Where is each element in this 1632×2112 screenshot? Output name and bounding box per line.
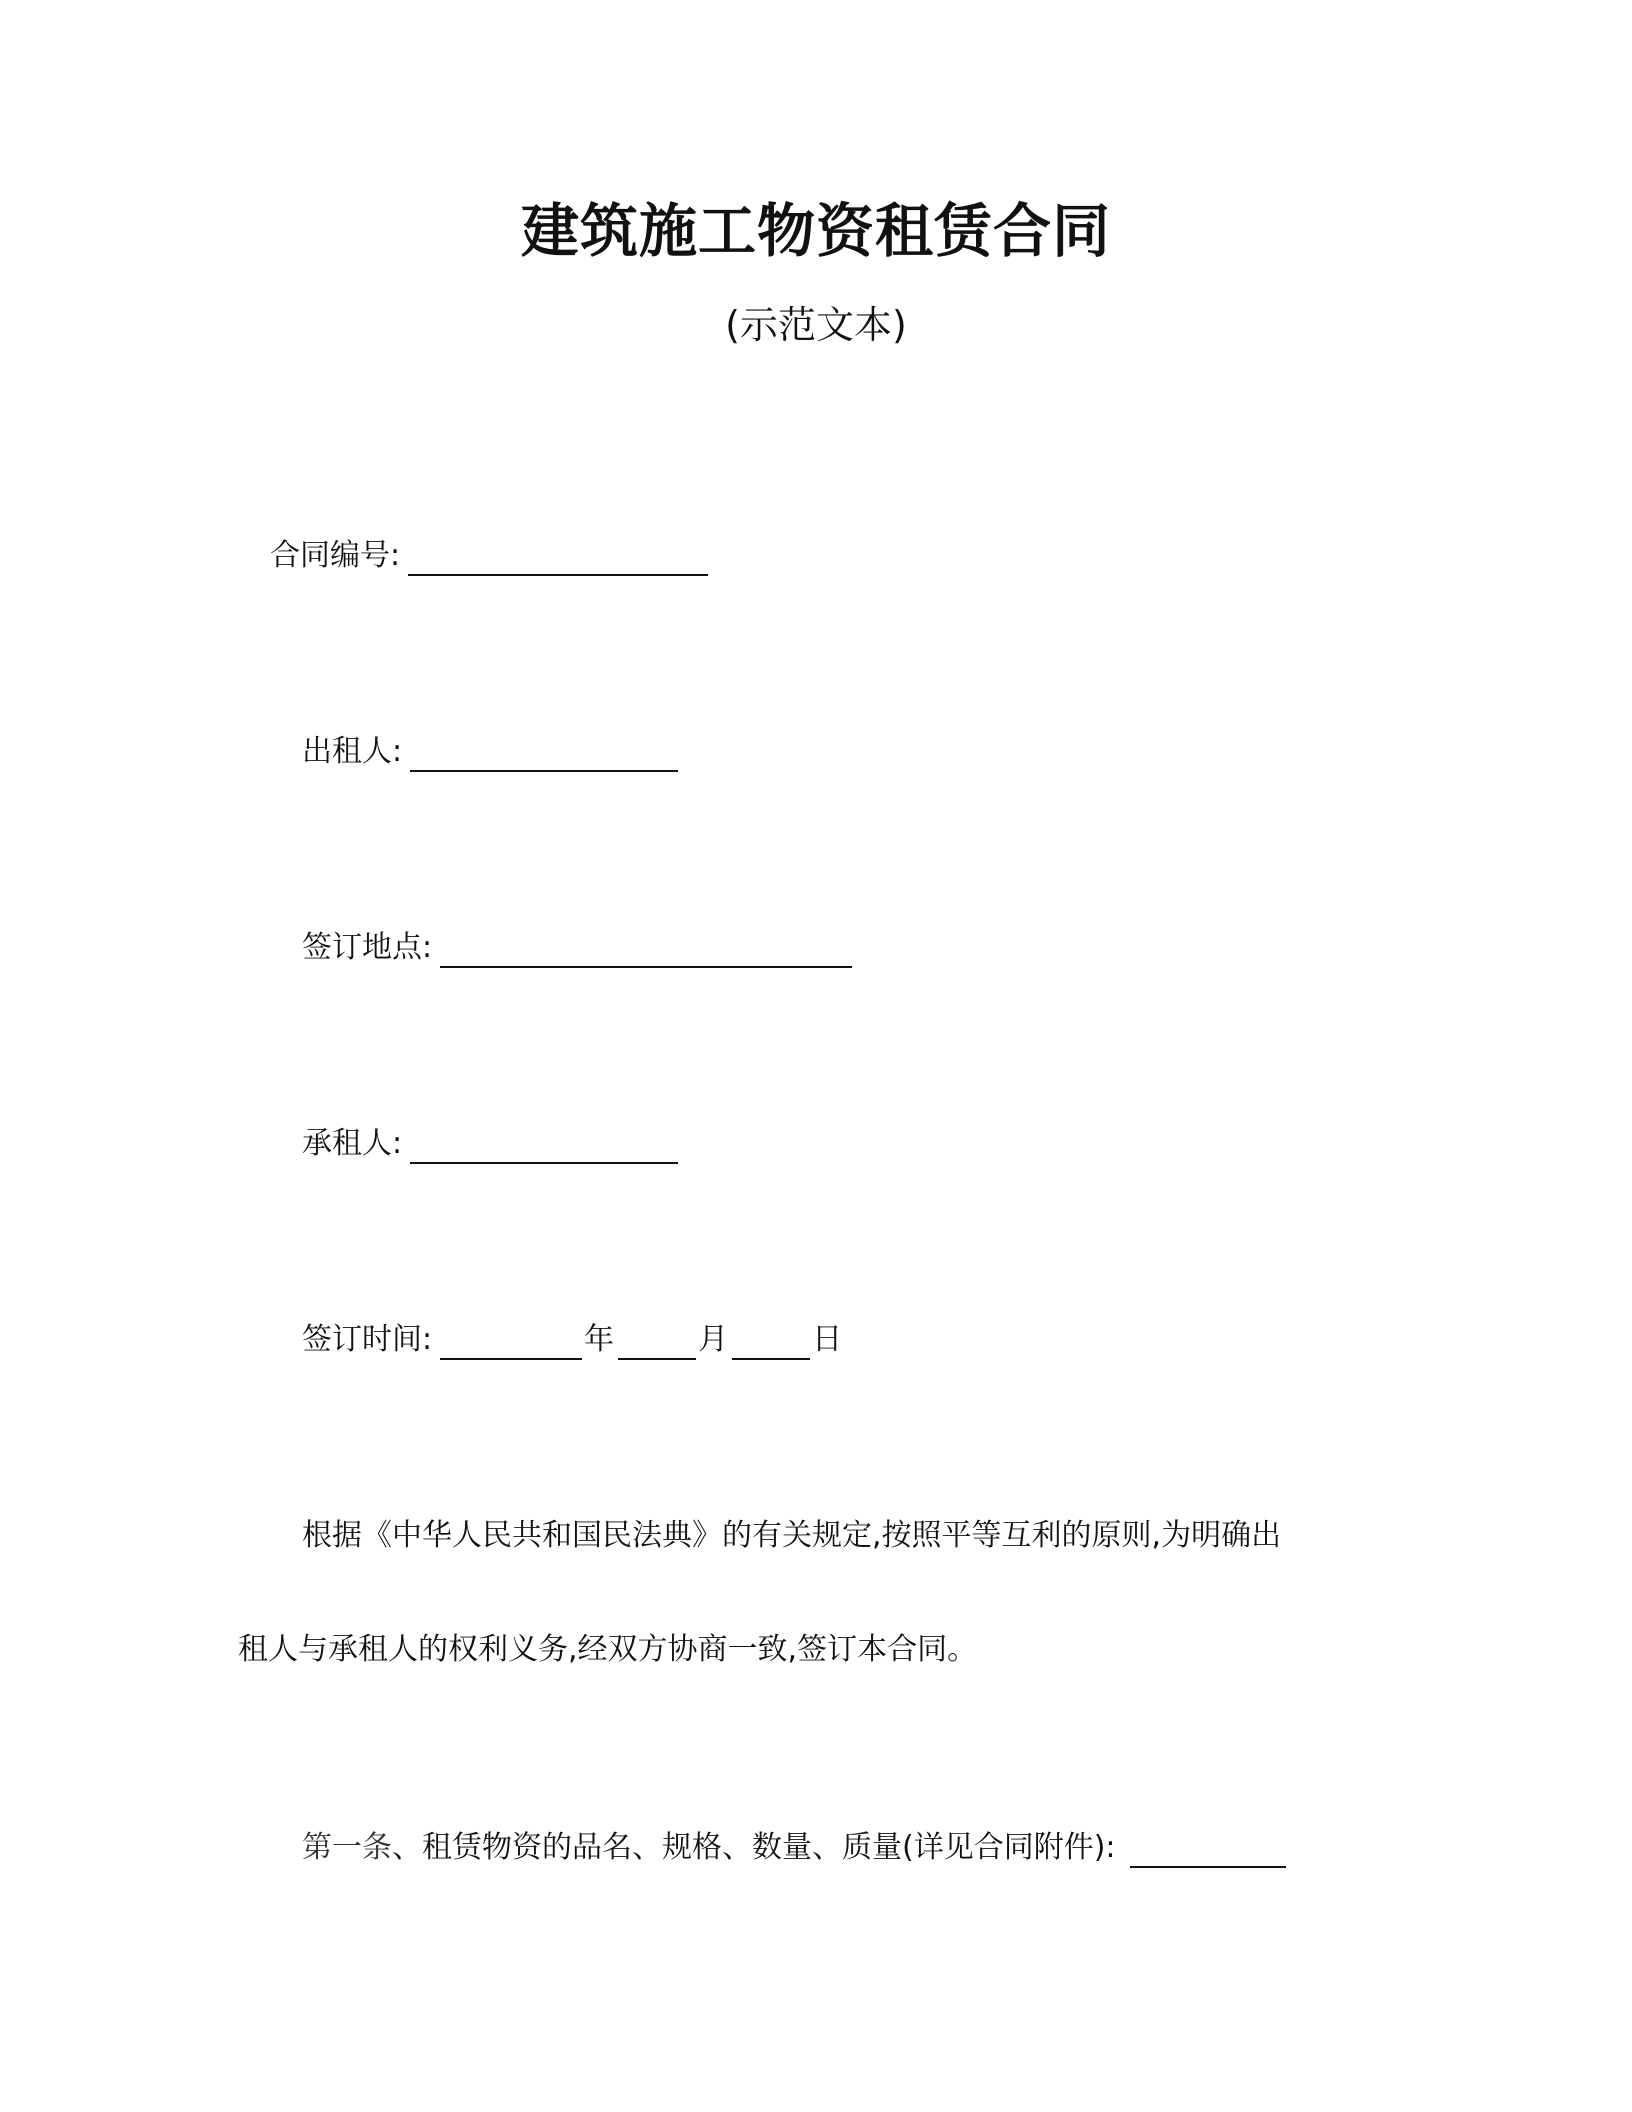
day-unit: 日: [812, 1322, 843, 1357]
contract-number-label: 合同编号:: [270, 538, 401, 573]
signing-place-label: 签订地点:: [302, 930, 433, 965]
lessee-row: [302, 1124, 678, 1164]
year-blank[interactable]: [440, 1324, 582, 1360]
year-unit: 年: [584, 1322, 615, 1357]
document-title: 建筑施工物资租赁合同: [520, 197, 1111, 265]
lessee-label: 承租人:: [302, 1126, 403, 1161]
lessor-blank[interactable]: [410, 736, 678, 772]
article-1-row: [302, 1828, 1286, 1868]
month-unit: 月: [698, 1322, 729, 1357]
signing-place-blank[interactable]: [440, 932, 852, 968]
article-1-text: 、租赁物资的品名、规格、数量、质量(详见合同附件):: [392, 1830, 1116, 1865]
intro-paragraph-line2: 租人与承租人的权利义务,经双方协商一致,签订本合同。: [238, 1632, 978, 1667]
article-1-blank[interactable]: [1130, 1832, 1286, 1868]
contract-number-blank[interactable]: [408, 540, 708, 576]
signing-time-row: [302, 1320, 844, 1360]
lessor-row: [302, 732, 678, 772]
contract-number-row: [270, 536, 708, 576]
intro-paragraph-line1: 根据《中华人民共和国民法典》的有关规定,按照平等互利的原则,为明确出: [302, 1518, 1282, 1553]
day-blank[interactable]: [732, 1324, 810, 1360]
lessor-label: 出租人:: [302, 734, 403, 769]
lessee-blank[interactable]: [410, 1128, 678, 1164]
month-blank[interactable]: [618, 1324, 696, 1360]
article-1-number: 第一条: [302, 1830, 392, 1865]
signing-place-row: [302, 928, 852, 968]
document-subtitle: (示范文本): [725, 303, 907, 347]
signing-time-label: 签订时间:: [302, 1322, 433, 1357]
